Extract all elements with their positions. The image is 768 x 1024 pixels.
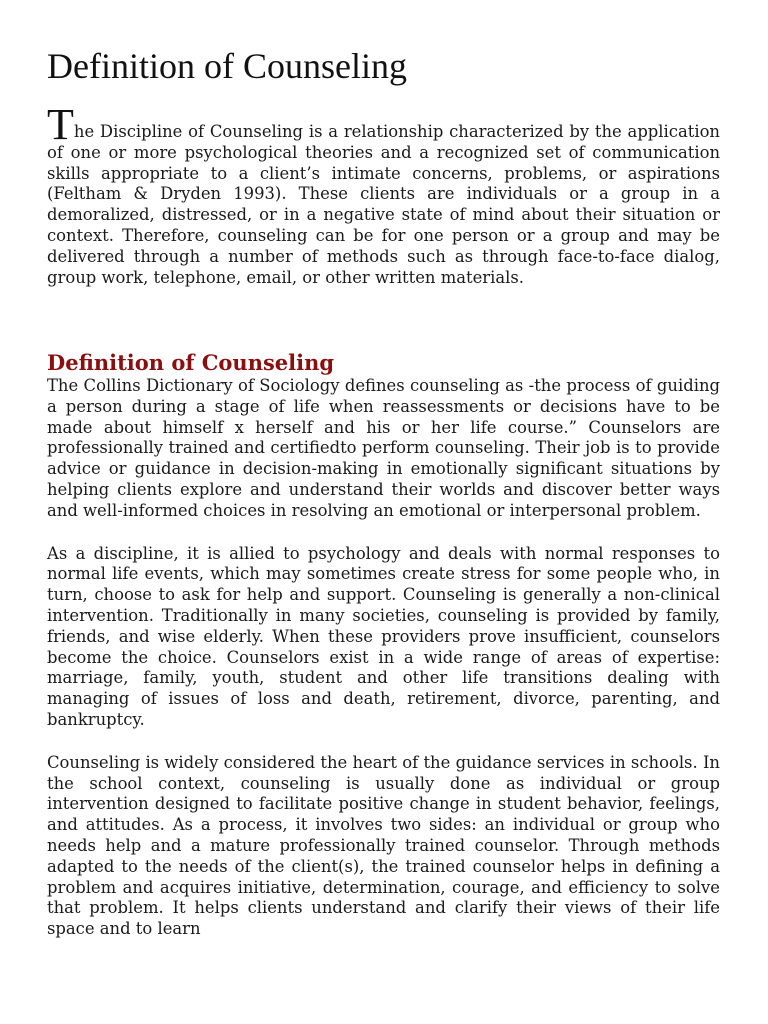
body-paragraph-2: As a discipline, it is allied to psychology and deals with normal responses to normal life events, which may sometimes create stress for some people who, in turn, choose to ask for help and support. Counseling is generally a non-clinical intervention. Traditionally in many societies, counseling is provided by family, friends, and wise elderly. When these providers prove insufficient, counselors become the choice. Counselors exist in a wide range of areas of expertise: marriage, family, youth, student and other life transitions dealing with managing of issues of loss and death, retirement, divorce, parenting, and bankruptcy. xyxy=(47,543,720,729)
section-heading: Definition of Counseling xyxy=(47,350,335,375)
paragraph-gap xyxy=(47,522,720,544)
drop-cap: T xyxy=(47,100,74,149)
intro-paragraph xyxy=(47,100,720,288)
intro-text: he Discipline of Counseling is a relationship characterized by the application of one or more psychological theories and a recognized set of communication skills appropriate to a client’s intimate concerns, problems, or aspirations (Feltham & Dryden 1993). These clients are individuals or a group in a demoralized, distressed, or in a negative state of mind about their situation or context. Therefore, counseling can be for one person or a group and may be delivered through a number of methods such as through face-to-face dialog, group work, telephone, email, or other written materials. xyxy=(47,122,720,287)
paragraph-gap xyxy=(47,731,720,753)
definition-section xyxy=(47,350,720,940)
body-paragraph-3: Counseling is widely considered the heart of the guidance services in schools. In the school context, counseling is usually done as individual or group intervention designed to facilitate positive change in student behavior, feelings, and attitudes. As a process, it involves two sides: an individual or group who needs help and a mature professionally trained counselor. Through methods adapted to the needs of the client(s), the trained counselor helps in defining a problem and acquires initiative, determination, courage, and efficiency to solve that problem. It helps clients understand and clarify their views of their life space and to learn xyxy=(47,752,720,939)
page-title: Definition of Counseling xyxy=(47,46,407,86)
body-paragraph-1: The Collins Dictionary of Sociology defines counseling as -the process of guiding a person during a stage of life when reassessments or decisions have to be made about himself x herself and his or her life course.” Counselors are professionally trained and certifiedto perform counseling. Their job is to provide advice or guidance in decision-making in emotionally significant situations by helping clients explore and understand their worlds and discover better ways and well-informed choices in resolving an emotional or interpersonal problem. xyxy=(47,376,720,520)
